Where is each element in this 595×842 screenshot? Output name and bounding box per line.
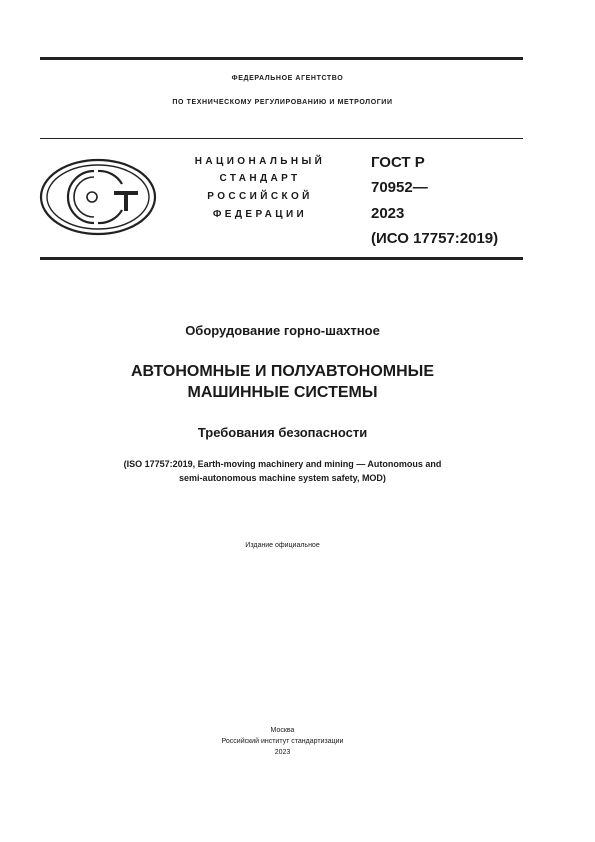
requirements-title: Требования безопасности bbox=[197, 425, 368, 440]
main-title-line1: АВТОНОМНЫЕ И ПОЛУАВТОНОМНЫЕ bbox=[131, 363, 434, 380]
designation-line1: ГОСТ Р bbox=[371, 154, 425, 171]
imprint-publisher: Российский институт стандартизации bbox=[221, 738, 344, 745]
standard-type-line2: СТАНДАРТ bbox=[219, 173, 301, 184]
subject-title: Оборудование горно-шахтное bbox=[185, 323, 380, 338]
standard-type-line1: НАЦИОНАЛЬНЫЙ bbox=[194, 156, 326, 167]
middle-rule bbox=[40, 138, 523, 139]
imprint-year: 2023 bbox=[274, 749, 291, 756]
iso-reference bbox=[0, 457, 565, 485]
main-title bbox=[0, 361, 565, 403]
agency-name-line2: ПО ТЕХНИЧЕСКОМУ РЕГУЛИРОВАНИЮ И МЕТРОЛОГИИ bbox=[172, 99, 393, 106]
standard-type-line4: ФЕДЕРАЦИИ bbox=[212, 209, 308, 220]
iso-reference-line1: (ISO 17757:2019, Earth-moving machinery and mining — Autonomous and bbox=[123, 459, 442, 469]
agency-name-line1: ФЕДЕРАЛЬНОЕ АГЕНТСТВО bbox=[231, 75, 344, 82]
top-rule bbox=[40, 57, 523, 60]
imprint-city: Москва bbox=[270, 727, 295, 734]
designation-line4: (ИСО 17757:2019) bbox=[371, 230, 499, 247]
rst-logo-icon bbox=[38, 157, 158, 237]
bottom-rule bbox=[40, 257, 523, 260]
imprint bbox=[0, 725, 565, 758]
iso-reference-line2: semi-autonomous machine system safety, MOD) bbox=[179, 473, 386, 483]
main-title-line2: МАШИННЫЕ СИСТЕМЫ bbox=[187, 384, 378, 401]
edition-note: Издание официальное bbox=[245, 542, 320, 549]
designation-line2: 70952— bbox=[371, 179, 428, 196]
designation-line3: 2023 bbox=[371, 205, 405, 222]
standard-type-line3: РОССИЙСКОЙ bbox=[207, 191, 313, 202]
